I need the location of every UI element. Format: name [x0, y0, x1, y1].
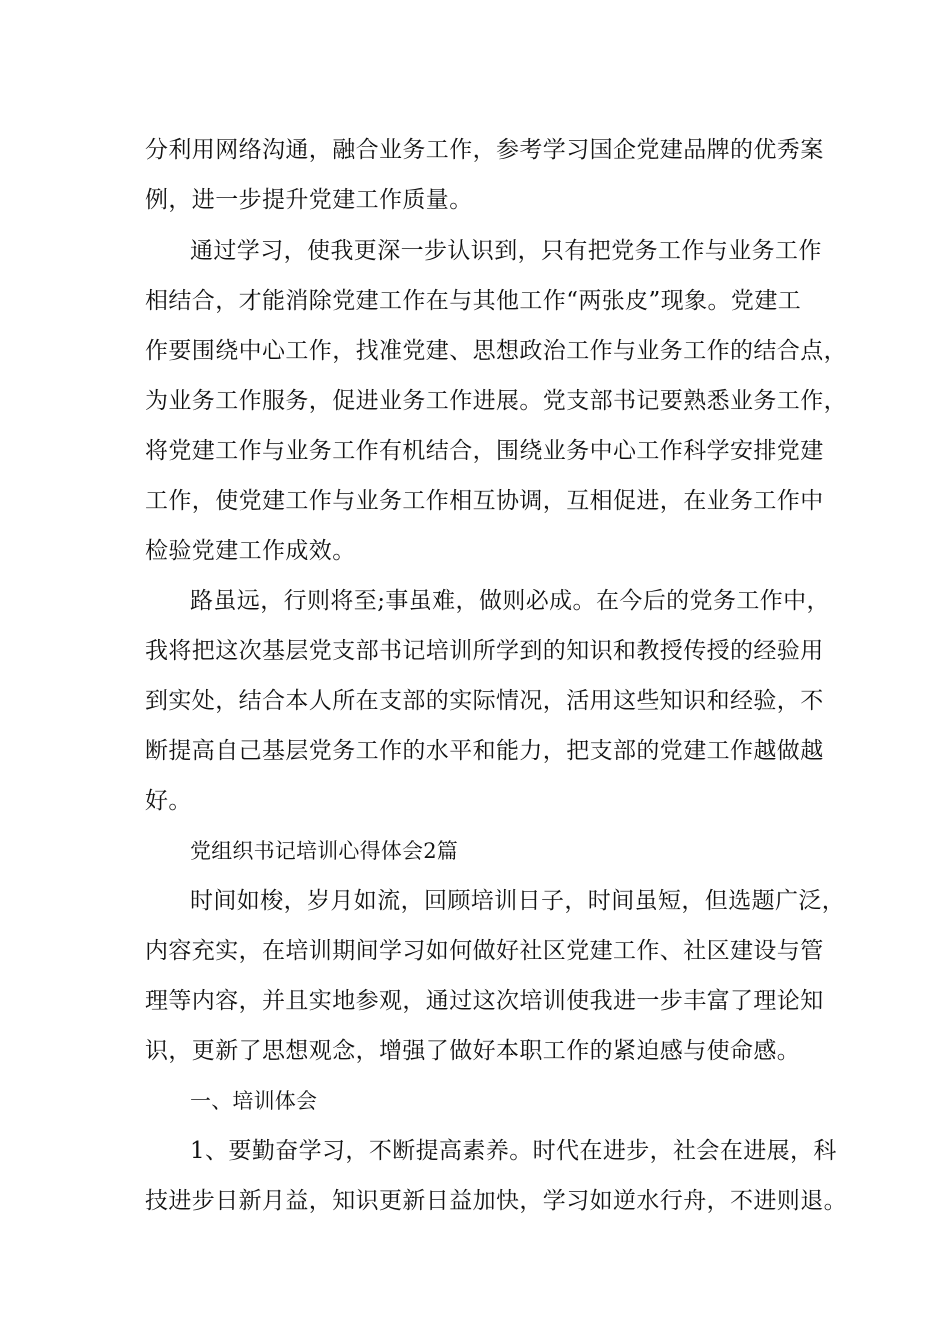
- text-line: 内容充实，在培训期间学习如何做好社区党建工作、社区建设与管: [145, 938, 824, 964]
- section-heading: 党组织书记培训心得体会2篇: [190, 839, 458, 863]
- text-line: 路虽远，行则将至;事虽难，做则必成。在今后的党务工作中，: [190, 588, 830, 614]
- text-line: 断提高自己基层党务工作的水平和能力，把支部的党建工作越做越: [145, 738, 824, 764]
- text-line: 时间如梭，岁月如流，回顾培训日子，时间虽短，但选题广泛，: [190, 888, 846, 914]
- text-line: 我将把这次基层党支部书记培训所学到的知识和教授传授的经验用: [145, 638, 824, 664]
- text-line: 检验党建工作成效。: [145, 538, 356, 564]
- text-line: 技进步日新月益，知识更新日益加快，学习如逆水行舟，不进则退。: [145, 1188, 847, 1214]
- text-line: 相结合，才能消除党建工作在与其他工作“两张皮”现象。党建工: [145, 288, 802, 314]
- text-line: 为业务工作服务，促进业务工作进展。党支部书记要熟悉业务工作，: [145, 388, 847, 414]
- text-line: 理等内容，并且实地参观，通过这次培训使我进一步丰富了理论知: [145, 988, 824, 1014]
- text-line: 1、要勤奋学习，不断提高素养。时代在进步，社会在进展，科: [190, 1138, 837, 1164]
- text-line: 例，进一步提升党建工作质量。: [145, 187, 473, 213]
- text-line: 工作，使党建工作与业务工作相互协调，互相促进，在业务工作中: [145, 488, 824, 514]
- text-line: 到实处，结合本人所在支部的实际情况，活用这些知识和经验，不: [145, 688, 824, 714]
- text-line: 通过学习，使我更深一步认识到，只有把党务工作与业务工作: [190, 238, 822, 264]
- text-line: 将党建工作与业务工作有机结合，围绕业务中心工作科学安排党建: [145, 438, 824, 464]
- text-line: 识，更新了思想观念，增强了做好本职工作的紧迫感与使命感。: [145, 1038, 801, 1064]
- text-line: 作要围绕中心工作，找准党建、思想政治工作与业务工作的结合点，: [145, 338, 847, 364]
- text-line: 好。: [145, 788, 192, 814]
- section-heading: 一、培训体会: [190, 1089, 318, 1113]
- text-line: 分利用网络沟通，融合业务工作，参考学习国企党建品牌的优秀案: [145, 137, 824, 163]
